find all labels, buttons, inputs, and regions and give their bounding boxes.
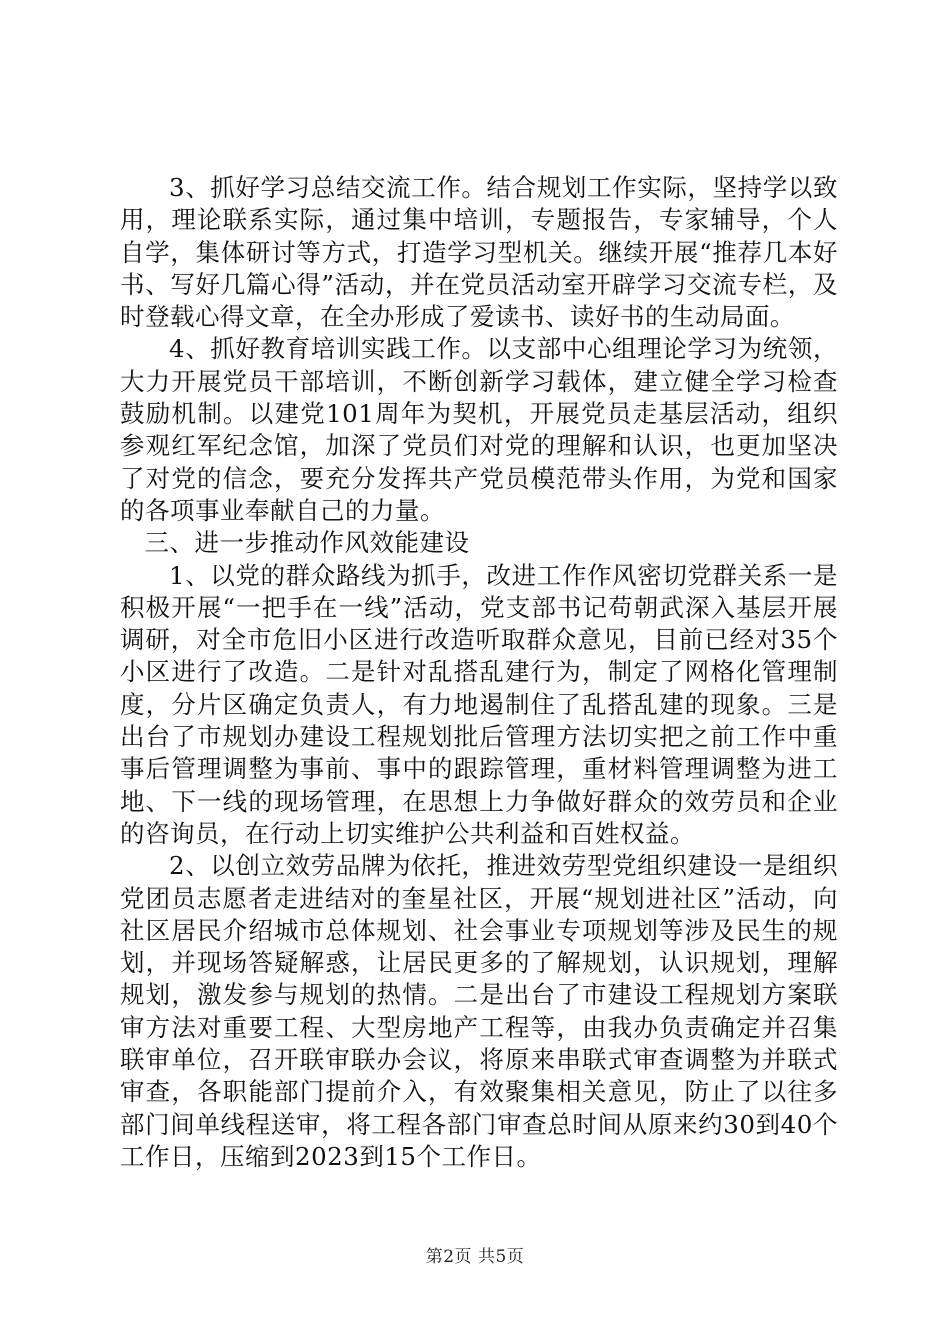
paragraph-service-brand: 2、以创立效劳品牌为依托，推进效劳型党组织建设一是组织党团员志愿者走进结对的奎星社区，开展“规划进社区”活动，向社区居民介绍城市总体规划、社会事业专项规划等涉及民生的规划，并现场答疑解惑，让居民更多的了解规划，认识规划，理解规划，激发参与规划的热情。二是出台了市建设工程规划方案联审方法对重要工程、大型房地产工程等，由我办负责确定并召集联审单位，召开联审联办会议，将原来串联式审查调整为并联式审查，各职能部门提前介入，有效聚集相关意见，防止了以往多部门间单线程送审，将工程各部门审查总时间从原来约30到40个工作日，压缩到2023到15个工作日。	[120, 851, 838, 1171]
section-heading-work-style: 三、进一步推动作风效能建设	[144, 528, 470, 558]
paragraph-education-training: 4、抓好教育培训实践工作。以支部中心组理论学习为统领，大力开展党员干部培训，不断创新学习载体，建立健全学习检查鼓励机制。以建党101周年为契机，开展党员走基层活动，组织参观红军纪念馆，加深了党员们对党的理解和认识，也更加坚决了对党的信念，要充分发挥共产党员模范带头作用，为党和国家的各项事业奉献自己的力量。	[120, 334, 838, 525]
paragraph-study-exchange: 3、抓好学习总结交流工作。结合规划工作实际，坚持学以致用，理论联系实际，通过集中培训，专题报告，专家辅导，个人自学，集体研讨等方式，打造学习型机关。继续开展“推荐几本好书、写好几篇心得”活动，并在党员活动室开辟学习交流专栏，及时登载心得文章，在全办形成了爱读书、读好书的生动局面。	[120, 173, 838, 332]
paragraph-mass-line: 1、以党的群众路线为抓手，改进工作作风密切党群关系一是积极开展“一把手在一线”活动，党支部书记苟朝武深入基层开展调研，对全市危旧小区进行改造听取群众意见，目前已经对35个小区进行了改造。二是针对乱搭乱建行为，制定了网格化管理制度，分片区确定负责人，有力地遏制住了乱搭乱建的现象。三是出台了市规划办建设工程规划批后管理方法切实把之前工作中重事后管理调整为事前、事中的跟踪管理，重材料管理调整为进工地、下一线的现场管理，在思想上力争做好群众的效劳员和企业的咨询员，在行动上切实维护公共利益和百姓权益。	[120, 560, 838, 848]
page-number-footer: 第2页 共5页	[425, 1247, 525, 1267]
document-body	[120, 172, 838, 1173]
